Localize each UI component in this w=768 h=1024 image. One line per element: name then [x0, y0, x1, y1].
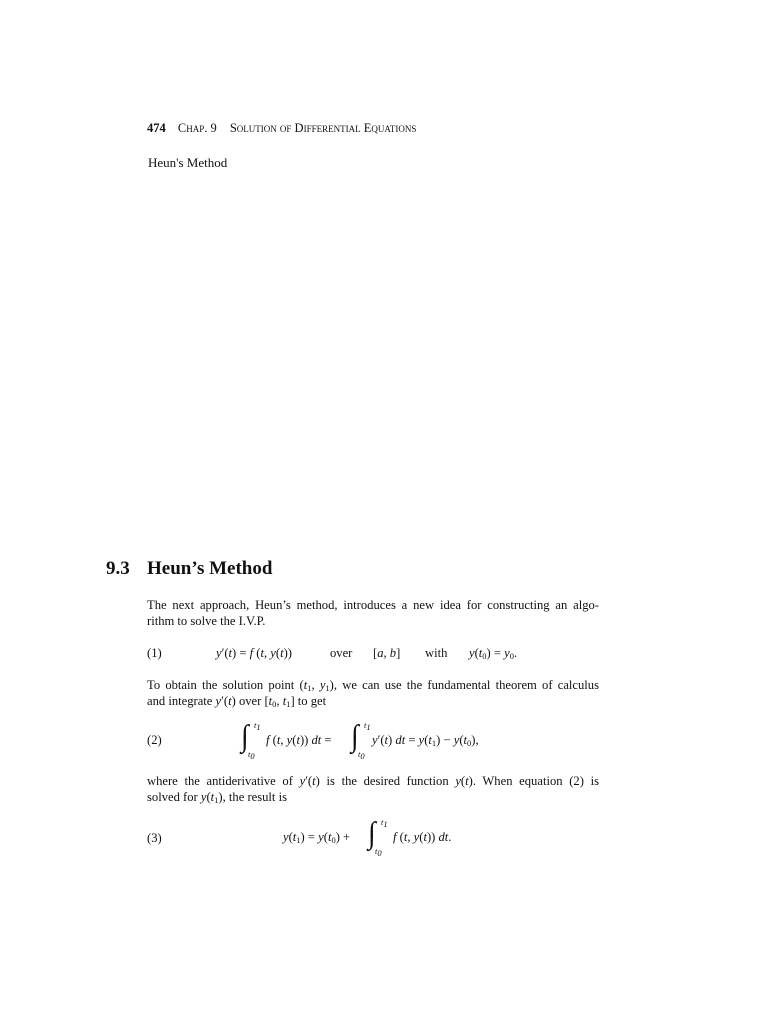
integral-sign: ∫ — [368, 816, 376, 851]
integral-sign: ∫ — [351, 719, 359, 754]
antiderivative-paragraph — [147, 773, 599, 805]
intro-line-1: The next approach, Heun’s method, introduces a new idea for constructing an algo- — [147, 598, 599, 612]
intro-line-2: rithm to solve the I.V.P. — [147, 614, 266, 628]
equation-2-label: (2) — [147, 733, 162, 747]
integral-sign: ∫ — [241, 719, 249, 754]
equation-2: ∫ $t_1$ $t_0$ f (t, y(t)) dt = ∫ $t_1$ $t_0$ y′(t) dt = $y(t_1) - y(t_0)$, — [241, 719, 479, 761]
equation-1-initial-condition: $y(t_0) = y_0$. — [469, 646, 518, 661]
obtain-line-2: and integrate y′(t) over [$t_0$, $t_1$] to get — [147, 694, 327, 709]
obtain-line-1: To obtain the solution point ($t_1$, $y_1$), we can use the fundamental theorem of calculus — [147, 678, 600, 693]
equation-1-label: (1) — [147, 646, 162, 660]
page-number: 474 — [147, 121, 166, 135]
antiderivative-line-2: solved for $y(t_1)$, the result is — [147, 790, 287, 805]
antiderivative-line-1: where the antiderivative of y′(t) is the desired function y(t). When equation (2) is — [147, 774, 599, 788]
equation-1-with: with — [425, 646, 448, 660]
section-heading — [106, 558, 272, 580]
section-title: Heun’s Method — [147, 558, 273, 579]
chapter-title: Solution of Differential Equations — [229, 121, 417, 135]
equation-1-interval: [a, b] — [373, 646, 401, 660]
equation-3-label: (3) — [147, 831, 162, 845]
chapter-label: Chap. 9 — [177, 121, 217, 135]
obtain-paragraph — [147, 677, 599, 709]
running-header — [147, 121, 416, 136]
section-number: 9.3 — [106, 558, 130, 579]
equation-3: $y(t_1) = y(t_0)$ + ∫ $t_1$ $t_0$ f (t, y(t)) dt. — [283, 816, 452, 858]
equation-1-over: over — [330, 646, 353, 660]
page-subtitle: Heun's Method — [148, 155, 228, 170]
intro-paragraph — [147, 597, 599, 629]
equation-1: y′(t) = f (t, y(t)) — [216, 646, 292, 660]
